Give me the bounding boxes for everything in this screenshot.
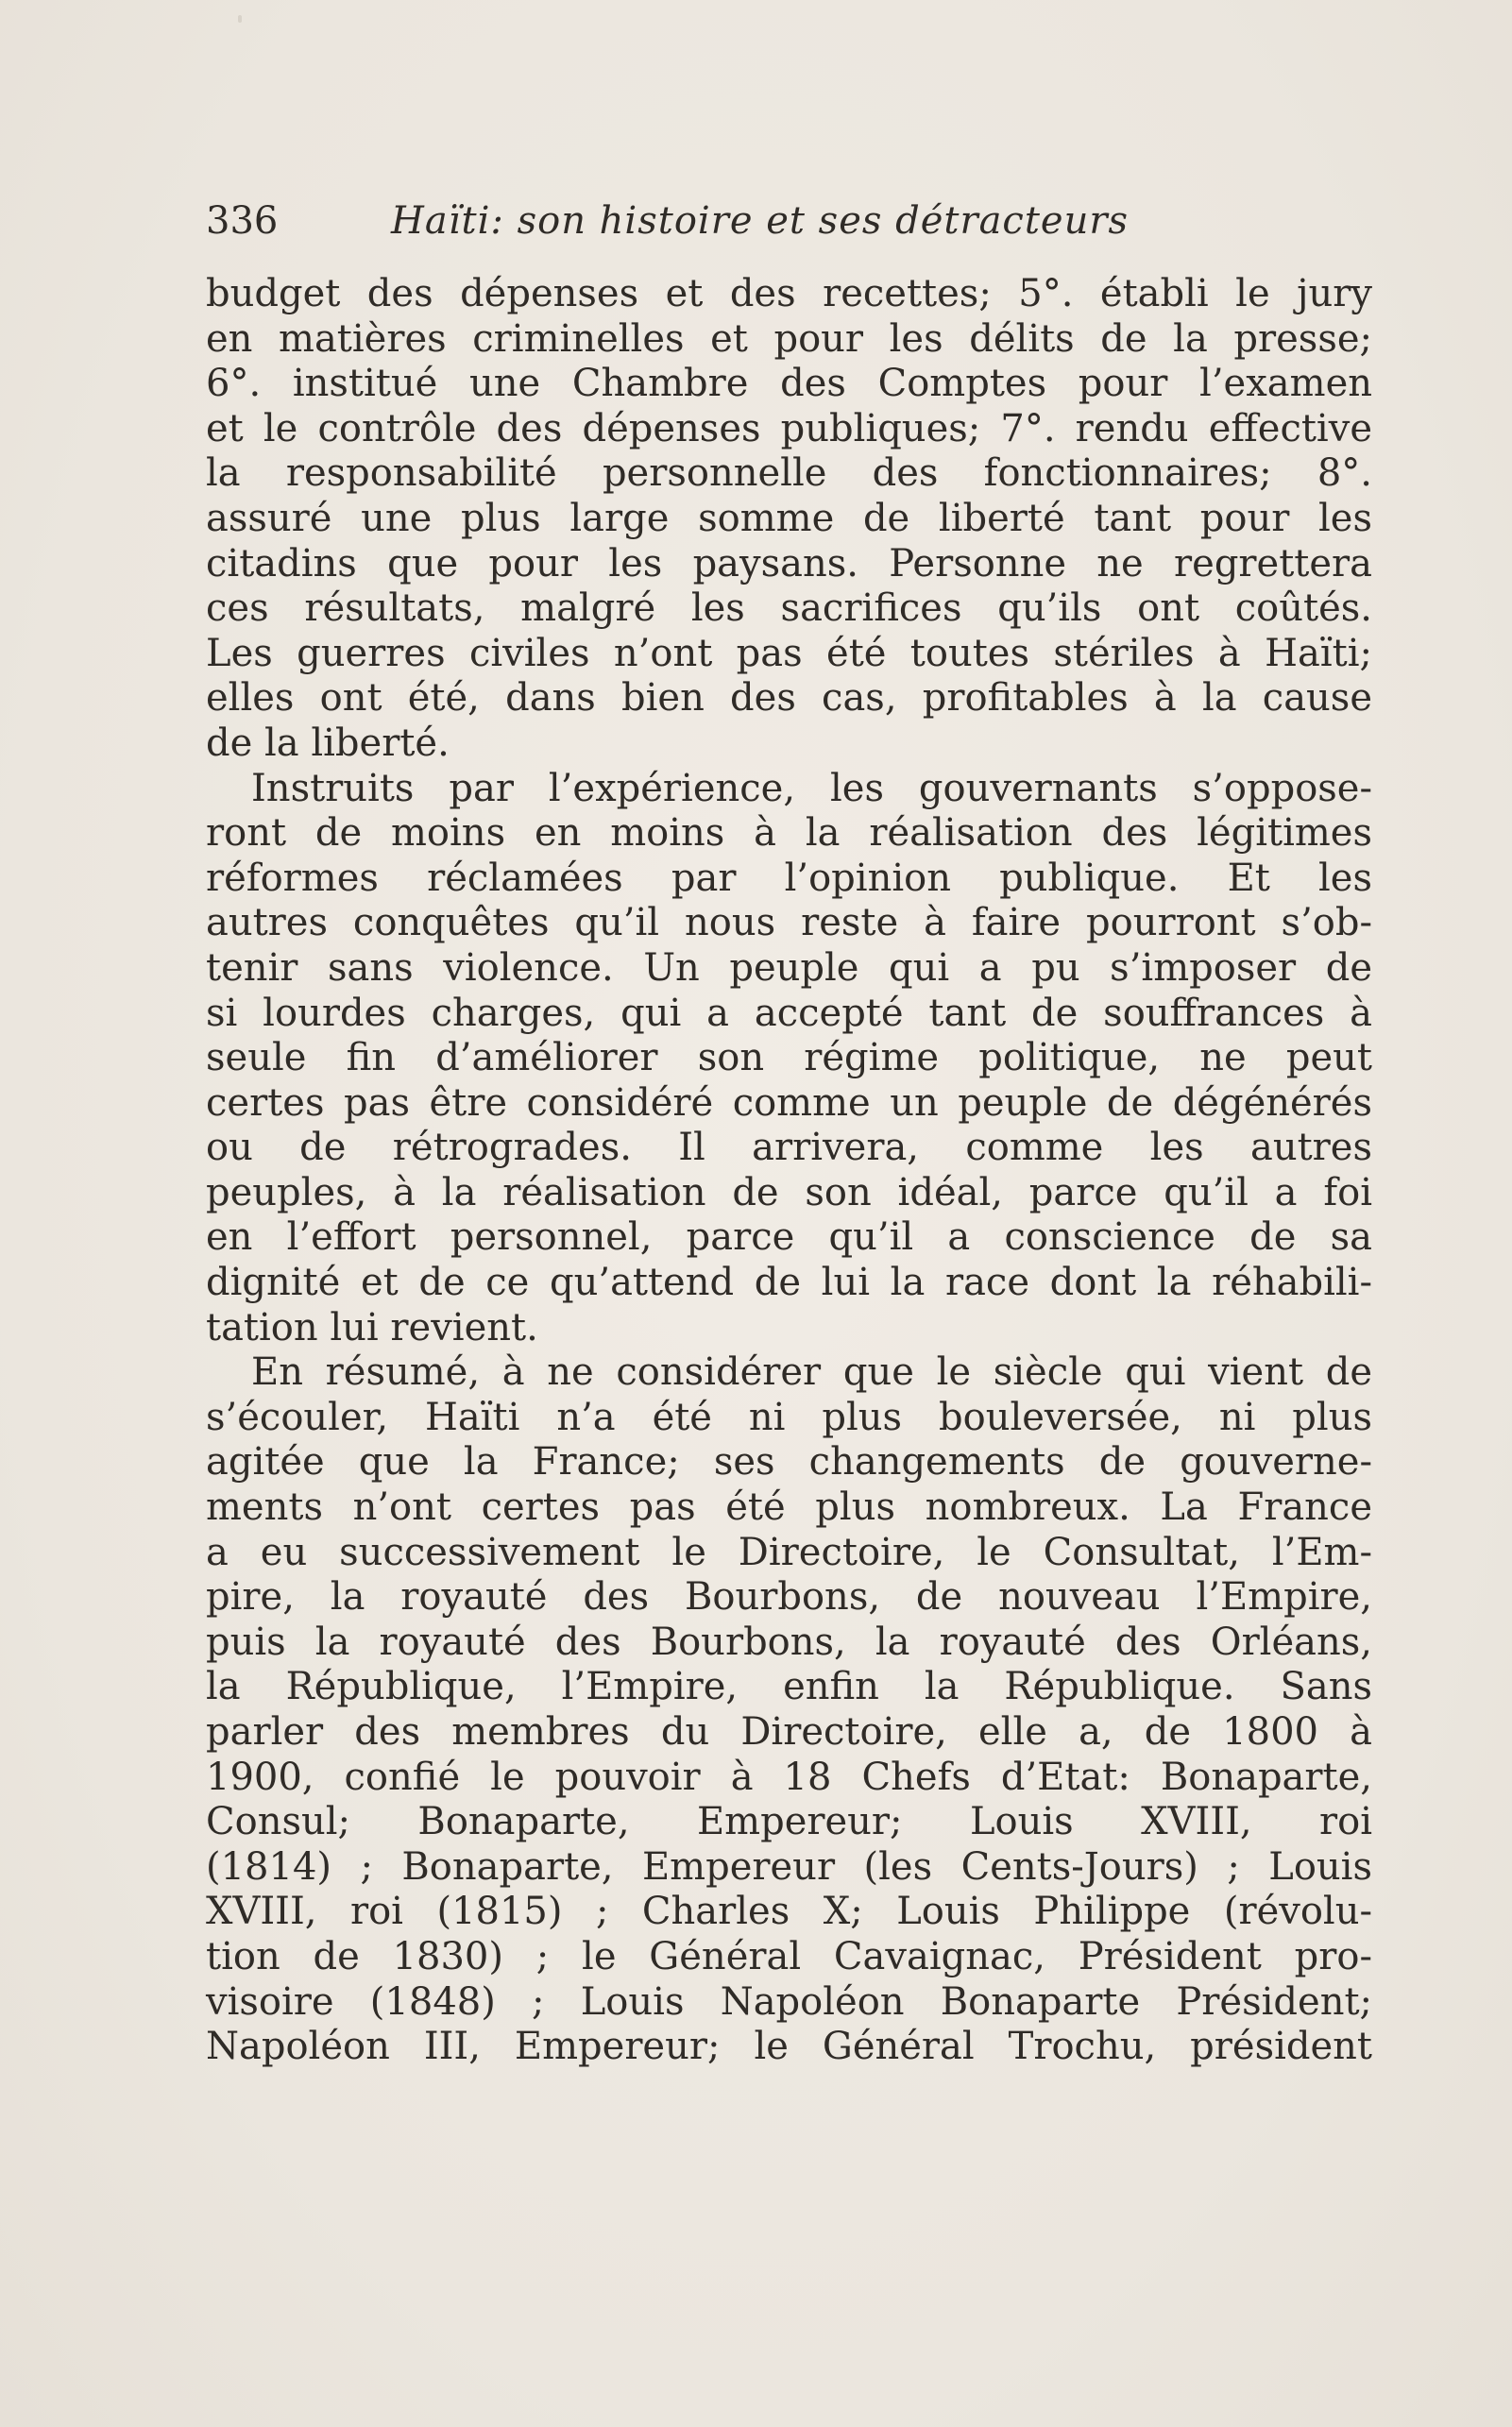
text-line: puis la royauté des Bourbons, la royauté des Orléans, bbox=[206, 1620, 1372, 1664]
text-line: autres conquêtes qu’il nous reste à faire pourront s’ob- bbox=[206, 901, 1372, 945]
text-line: s’écouler, Haïti n’a été ni plus bouleversée, ni plus bbox=[206, 1395, 1372, 1439]
text-line: seule fin d’améliorer son régime politique, ne peut bbox=[206, 1036, 1372, 1080]
text-line: Instruits par l’expérience, les gouvernants s’oppose- bbox=[251, 766, 1372, 810]
body-text bbox=[206, 272, 1372, 2070]
text-line: ces résultats, malgré les sacrifices qu’ils ont coûtés. bbox=[206, 586, 1372, 631]
text-line: En résumé, à ne considérer que le siècle qui vient de bbox=[251, 1350, 1372, 1395]
page-header bbox=[206, 193, 1216, 249]
text-line: la responsabilité personnelle des fonctionnaires; 8°. bbox=[206, 451, 1372, 496]
text-line: et le contrôle des dépenses publiques; 7°. rendu effective bbox=[206, 406, 1372, 450]
text-line: Consul; Bonaparte, Empereur; Louis XVIII, roi bbox=[206, 1800, 1372, 1844]
text-line: en l’effort personnel, parce qu’il a conscience de sa bbox=[206, 1215, 1372, 1260]
text-line: parler des membres du Directoire, elle a, de 1800 à bbox=[206, 1710, 1372, 1754]
text-line: ou de rétrogrades. Il arrivera, comme les autres bbox=[206, 1126, 1372, 1170]
text-line: la République, l’Empire, enfin la République. Sans bbox=[206, 1665, 1372, 1709]
text-line: dignité et de ce qu’attend de lui la race dont la réhabili- bbox=[206, 1261, 1372, 1305]
text-line: 1900, confié le pouvoir à 18 Chefs d’Etat: Bonaparte, bbox=[206, 1755, 1372, 1799]
text-line: Les guerres civiles n’ont pas été toutes stériles à Haïti; bbox=[206, 631, 1372, 675]
text-line: elles ont été, dans bien des cas, profitables à la cause bbox=[206, 676, 1372, 721]
text-line: certes pas être considéré comme un peuple de dégénérés bbox=[206, 1080, 1372, 1125]
text-line: pire, la royauté des Bourbons, de nouveau l’Empire, bbox=[206, 1575, 1372, 1620]
text-line: XVIII, roi (1815) ; Charles X; Louis Philippe (révolu- bbox=[206, 1890, 1372, 1934]
text-line: en matières criminelles et pour les délits de la presse; bbox=[206, 316, 1372, 361]
text-line: peuples, à la réalisation de son idéal, parce qu’il a foi bbox=[206, 1170, 1372, 1214]
text-line: tation lui revient. bbox=[206, 1305, 538, 1349]
text-line: Napoléon III, Empereur; le Général Trochu, président bbox=[206, 2025, 1372, 2069]
running-title: Haïti: son histoire et ses détracteurs bbox=[391, 199, 1129, 243]
text-line: ront de moins en moins à la réalisation des légitimes bbox=[206, 811, 1372, 856]
text-line: visoire (1848) ; Louis Napoléon Bonaparte Président; bbox=[206, 1979, 1372, 2024]
text-line: tenir sans violence. Un peuple qui a pu s’imposer de bbox=[206, 945, 1372, 990]
text-line: a eu successivement le Directoire, le Consultat, l’Em- bbox=[206, 1530, 1372, 1574]
text-line: citadins que pour les paysans. Personne ne regrettera bbox=[206, 541, 1372, 586]
text-line: 6°. institué une Chambre des Comptes pour l’examen bbox=[206, 362, 1372, 406]
text-line: assuré une plus large somme de liberté tant pour les bbox=[206, 496, 1372, 540]
text-line: tion de 1830) ; le Général Cavaignac, Président pro- bbox=[206, 1934, 1372, 1978]
text-line: de la liberté. bbox=[206, 721, 450, 765]
text-line: agitée que la France; ses changements de gouverne- bbox=[206, 1440, 1372, 1485]
page-number: 336 bbox=[206, 199, 279, 243]
text-line: si lourdes charges, qui a accepté tant de souffrances à bbox=[206, 991, 1372, 1035]
text-line: (1814) ; Bonaparte, Empereur (les Cents-Jours) ; Louis bbox=[206, 1844, 1372, 1889]
text-line: ments n’ont certes pas été plus nombreux. La France bbox=[206, 1485, 1372, 1530]
text-line: budget des dépenses et des recettes; 5°. établi le jury bbox=[206, 272, 1372, 315]
page-speck bbox=[238, 15, 242, 23]
text-line: réformes réclamées par l’opinion publique. Et les bbox=[206, 856, 1372, 900]
